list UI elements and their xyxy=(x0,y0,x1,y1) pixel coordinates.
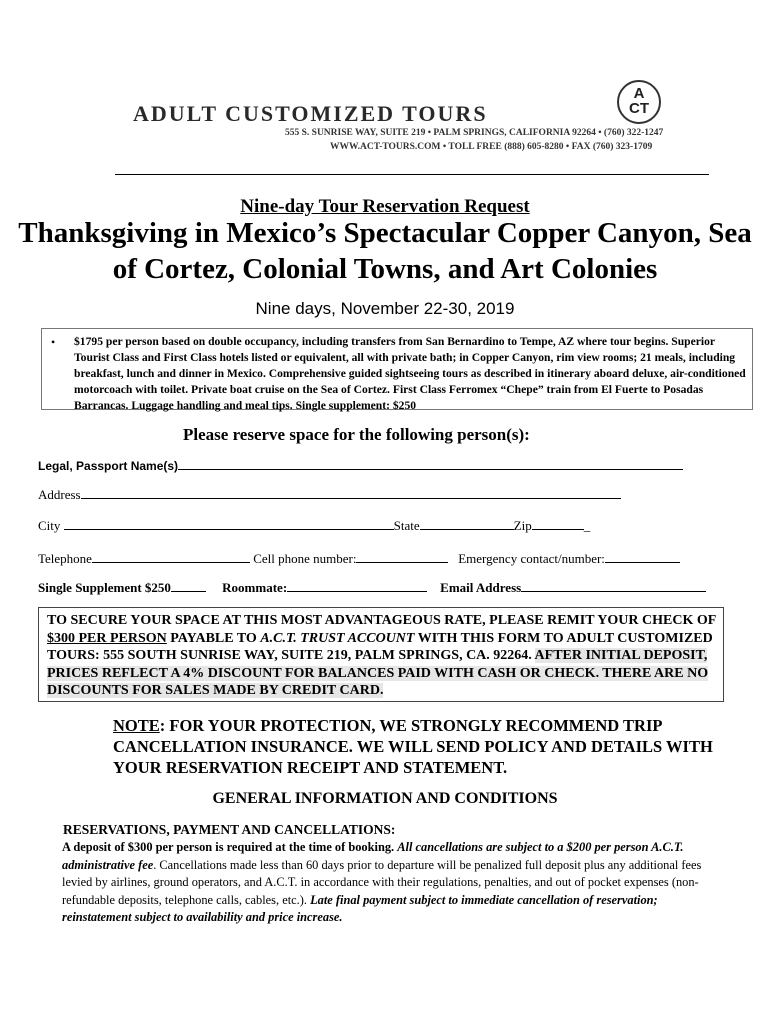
company-name: ADULT CUSTOMIZED TOURS xyxy=(133,101,488,126)
telephone-row xyxy=(38,550,680,567)
emergency-field[interactable] xyxy=(605,550,680,563)
act-logo xyxy=(617,80,661,124)
address-row xyxy=(38,486,621,503)
email-label: Email Address xyxy=(440,580,522,595)
company-contact: WWW.ACT-TOURS.COM • TOLL FREE (888) 605-8280 • FAX (760) 323-1709 xyxy=(330,142,653,152)
trust-account: A.C.T. TRUST ACCOUNT xyxy=(260,630,415,646)
remit-text-3: WITH THIS FORM TO ADULT CUSTOMIZED TOURS: 555 SOUTH SUNRISE WAY, SUITE 219, PALM SPRINGS, CA. 92264. xyxy=(47,630,713,664)
cancellation-fee: All cancellations are subject to a $200 per person A.C.T. administrative fee xyxy=(62,840,684,872)
telephone-field[interactable] xyxy=(92,550,250,563)
late-payment-policy: Late final payment subject to immediate cancellation of reservation; reinstatement subject to availability and price increase. xyxy=(62,892,658,925)
cell-field[interactable] xyxy=(356,550,448,563)
tour-title-line2: of Cortez, Colonial Towns, and Art Colonies xyxy=(112,253,658,285)
tour-title-line1: Thanksgiving in Mexico’s Spectacular Copper Canyon, Sea xyxy=(18,217,752,249)
payment-instructions-box xyxy=(38,607,724,702)
address-field[interactable] xyxy=(81,486,621,499)
general-info-heading: GENERAL INFORMATION AND CONDITIONS xyxy=(212,790,558,807)
legal-name-field[interactable] xyxy=(178,457,683,470)
deposit-requirement: A deposit of $300 per person is required at the time of booking. xyxy=(62,840,395,854)
header-divider xyxy=(115,174,709,175)
legal-name-label: Legal, Passport Name(s) xyxy=(38,459,179,473)
zip-label: Zip xyxy=(513,518,532,533)
single-supplement-field[interactable] xyxy=(171,579,206,592)
reservations-heading: RESERVATIONS, PAYMENT AND CANCELLATIONS: xyxy=(63,822,396,837)
remit-text-1: TO SECURE YOUR SPACE AT THIS MOST ADVANTAGEOUS RATE, PLEASE REMIT YOUR CHECK OF xyxy=(47,613,716,628)
reserve-heading: Please reserve space for the following person(s): xyxy=(183,425,530,444)
note-label: NOTE xyxy=(113,716,160,735)
note-text: : FOR YOUR PROTECTION, WE STRONGLY RECOMMEND TRIP CANCELLATION INSURANCE. WE WILL SEND POLICY AND DETAILS WITH YOUR RESERVATION RECEIPT AND STATEMENT. xyxy=(113,716,713,777)
payment-instructions xyxy=(47,612,719,700)
email-field[interactable] xyxy=(521,579,706,592)
roommate-label: Roommate: xyxy=(222,580,288,595)
tour-dates: Nine days, November 22-30, 2019 xyxy=(255,299,515,318)
city-label: City xyxy=(38,518,61,533)
reservations-paragraph xyxy=(62,839,722,927)
cell-label: Cell phone number: xyxy=(253,551,357,566)
legal-name-row xyxy=(38,457,683,474)
discount-notice: AFTER INITIAL DEPOSIT, PRICES REFLECT A 4% DISCOUNT FOR BALANCES PAID WITH CASH OR CHECK. THERE ARE NO DISCOUNTS FOR SALES MADE BY CREDIT CARD. xyxy=(47,648,709,699)
city-field[interactable] xyxy=(64,517,394,530)
emergency-label: Emergency contact/number: xyxy=(458,551,605,566)
company-address: 555 S. SUNRISE WAY, SUITE 219 • PALM SPRINGS, CALIFORNIA 92264 • (760) 322-1247 xyxy=(285,128,664,138)
city-row xyxy=(38,517,590,534)
supplement-row xyxy=(38,579,706,596)
deposit-amount: $300 PER PERSON xyxy=(47,630,167,646)
telephone-label: Telephone xyxy=(38,551,92,566)
logo-letters-ct: CT xyxy=(629,100,649,117)
logo-letter-a: A xyxy=(633,85,645,102)
state-field[interactable] xyxy=(420,517,514,530)
zip-field[interactable] xyxy=(532,517,584,530)
insurance-note xyxy=(113,715,713,778)
address-label: Address xyxy=(38,487,81,502)
pricing-box xyxy=(41,328,753,410)
zip-suffix: _ xyxy=(583,518,591,533)
remit-text-2: PAYABLE TO xyxy=(166,630,261,646)
state-label: State xyxy=(393,518,420,533)
roommate-field[interactable] xyxy=(287,579,427,592)
pricing-details: $1795 per person based on double occupancy, including transfers from San Bernardino to Tempe, AZ where tour begins. Superior Tourist Class and First Class hotels listed or equivalent, all with private bath; in Copper Canyon, rim view rooms; 21 meals, including breakfast, lunch and dinner in Mexico. Comprehensive guided sightseeing tours as described in itinerary aboard deluxe, air-conditioned motorcoach with toilet. Private boat cruise on the Sea of Cortez. First Class Ferromex “Chepe” train from El Fuerte to Posadas Barrancas. Luggage handling and meal tips. Single supplement: $250 xyxy=(74,335,746,412)
form-subtitle: Nine-day Tour Reservation Request xyxy=(240,196,530,217)
cancellation-policy: . Cancellations made less than 60 days prior to departure will be penalized full deposit plus any additional fees levied by airlines, ground operators, and A.C.T. in accordance with their regulations, penalties, and out of pocket expenses (non-refundable deposits, telephone calls, cables, etc.). xyxy=(62,857,702,907)
bullet-icon: • xyxy=(51,335,56,349)
single-supplement-label: Single Supplement $250 xyxy=(38,580,171,595)
